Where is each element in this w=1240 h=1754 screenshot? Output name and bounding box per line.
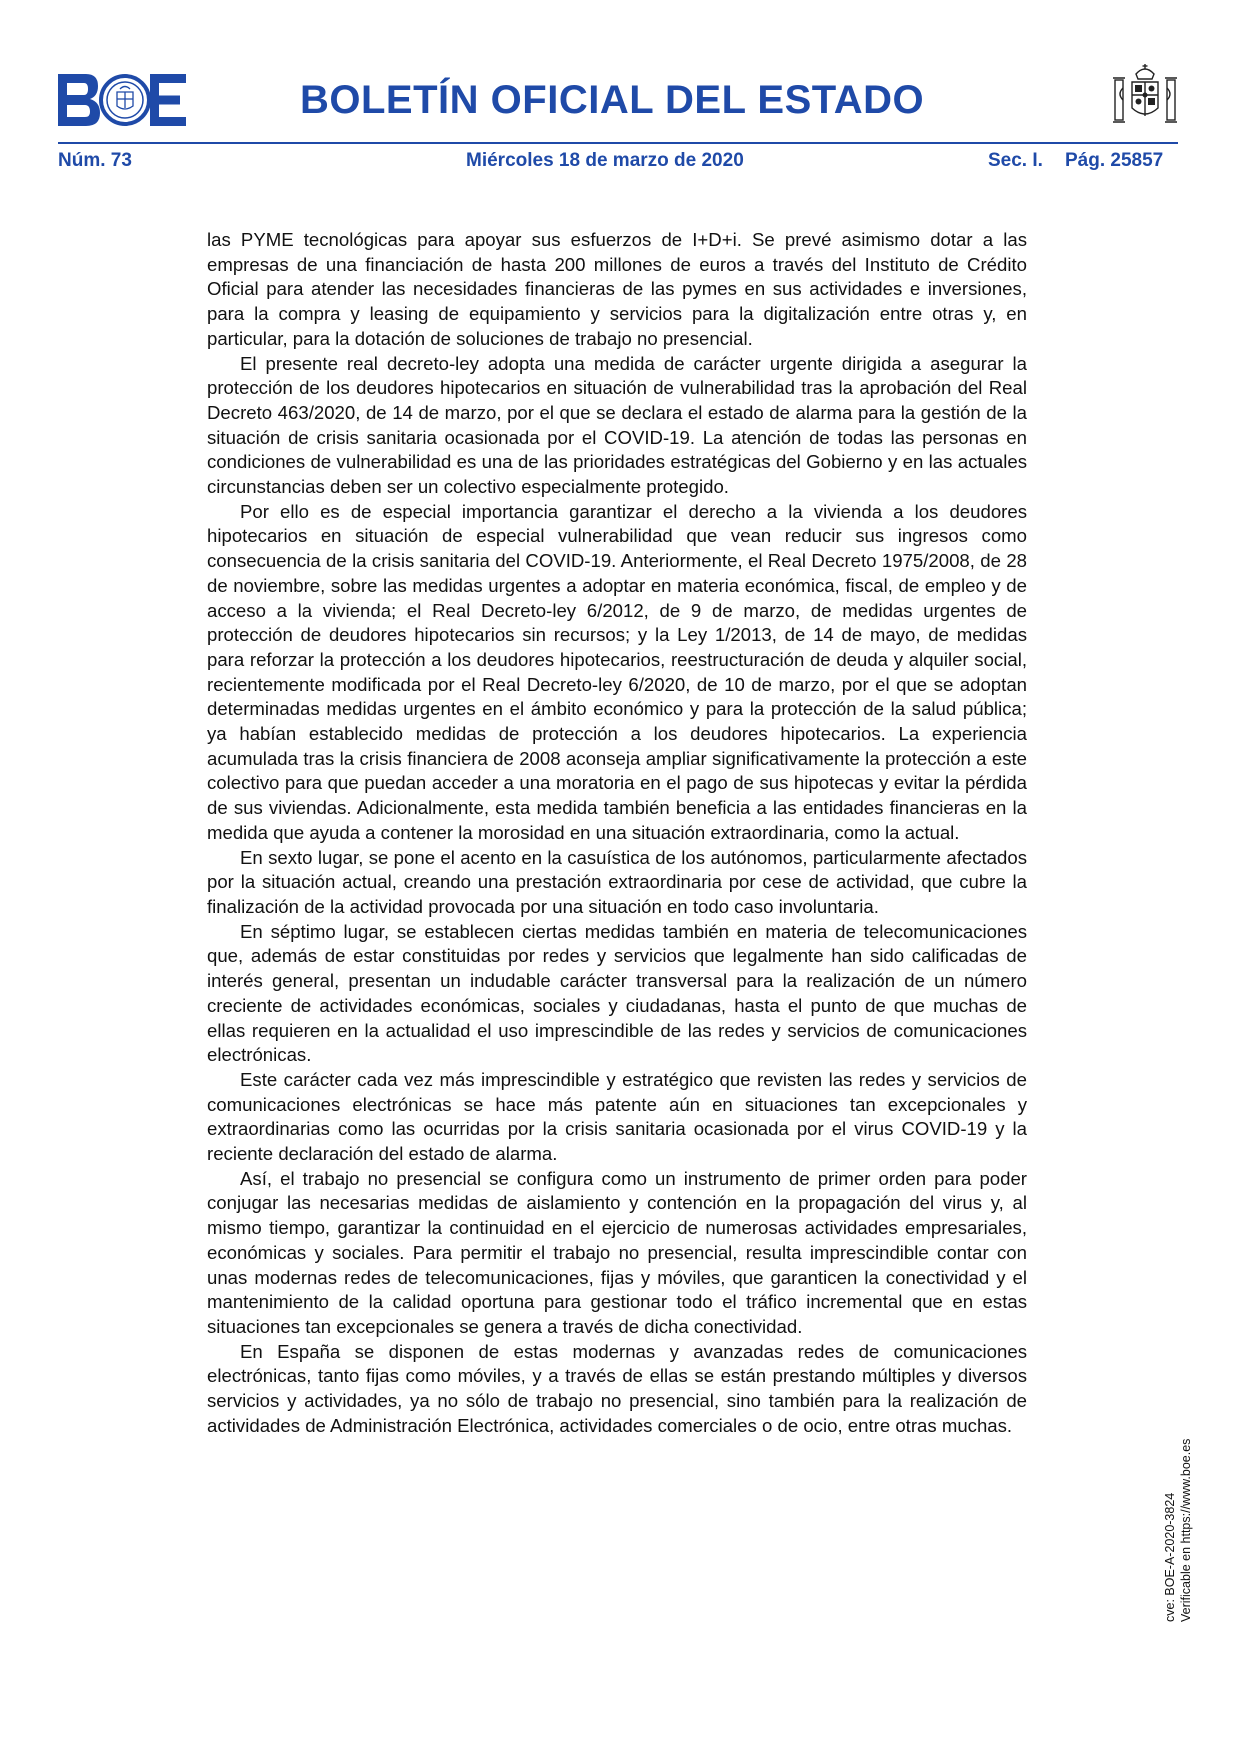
paragraph: En séptimo lugar, se establecen ciertas medidas también en materia de telecomunicaciones que, además de estar constituidas por redes y servicios que legalmente han sido calificadas de interés general, presentan un indudable carácter transversal para la realización de un número creciente de actividades económicas, sociales y ciudadanas, hasta el punto de que muchas de ellas requieren en la actualidad el uso imprescindible de las redes y servicios de comunicaciones electrónicas. (207, 920, 1027, 1066)
paragraph: En España se disponen de estas modernas y avanzadas redes de comunicaciones electrónicas, tanto fijas como móviles, y a través de ellas se están prestando múltiples y diversos servicios y actividades, ya no sólo de trabajo no presencial, sino también para la realización de actividades de Administración Electrónica, actividades comerciales o de ocio, entre otras muchas. (207, 1340, 1027, 1436)
issue-date: Miércoles 18 de marzo de 2020 (466, 150, 744, 171)
coat-of-arms-icon (1112, 62, 1178, 130)
paragraph: Así, el trabajo no presencial se configura como un instrumento de primer orden para poder conjugar las necesarias medidas de aislamiento y contención en la propagación del virus y, al mismo tiempo, garantizar la continuidad en el ejercicio de numerosas actividades empresariales, económicas y sociales. Para permitir el trabajo no presencial, resulta imprescindible contar con unas modernas redes de telecomunicaciones, fijas y móviles, que garanticen la conectividad y el mantenimiento de la calidad oportuna para gestionar todo el tráfico incremental que en estas situaciones tan excepcionales se genera a través de dicha conectividad. (207, 1167, 1027, 1337)
paragraph: El presente real decreto-ley adopta una medida de carácter urgente dirigida a asegurar la protección de los deudores hipotecarios en situación de vulnerabilidad tras la aprobación del Real Decreto 463/2020, de 14 de marzo, por el que se declara el estado de alarma para la gestión de la situación de crisis sanitaria ocasionada por el COVID-19. La atención de todas las personas en condiciones de vulnerabilidad es una de las prioridades estratégicas del Gobierno y en las actuales circunstancias deben ser un colectivo especialmente protegido. (207, 352, 1027, 498)
boe-logo (58, 74, 186, 126)
page-number: Pág. 25857 (1065, 150, 1164, 171)
cve-code: cve: BOE-A-2020-3824 (1163, 1492, 1177, 1622)
issue-number: Núm. 73 (58, 150, 132, 171)
verify-link[interactable]: Verificable en https://www.boe.es (1179, 1438, 1193, 1622)
paragraph: las PYME tecnológicas para apoyar sus esfuerzos de I+D+i. Se prevé asimismo dotar a las empresas de una financiación de hasta 200 millones de euros a través del Instituto de Crédito Oficial para atender las necesidades financieras de las pymes en sus actividades e inversiones, para la compra y leasing de equipamiento y servicios para la digitalización entre otras y, en particular, para la dotación de soluciones de trabajo no presencial. (207, 229, 1027, 349)
verification-sidebar (1162, 1439, 1194, 1622)
paragraph: Este carácter cada vez más imprescindible y estratégico que revisten las redes y servicios de comunicaciones electrónicas se hace más patente aún en situaciones tan excepcionales y extraordinarias como las ocurridas por la crisis sanitaria ocasionada por el virus COVID-19 y la reciente declaración del estado de alarma. (207, 1068, 1027, 1165)
publication-title: BOLETÍN OFICIAL DEL ESTADO (300, 78, 925, 122)
section-label: Sec. I. (988, 150, 1043, 171)
document-body (207, 228, 1027, 1438)
paragraph: Por ello es de especial importancia garantizar el derecho a la vivienda a los deudores hipotecarios en situación de especial vulnerabilidad que vean reducir sus ingresos como consecuencia de la crisis sanitaria del COVID-19. Anteriormente, el Real Decreto 1975/2008, de 28 de noviembre, sobre las medidas urgentes a adoptar en materia económica, fiscal, de empleo y de acceso a la vivienda; el Real Decreto-ley 6/2012, de 9 de marzo, de medidas urgentes de protección de deudores hipotecarios sin recursos; y la Ley 1/2013, de 14 de mayo, de medidas para reforzar la protección a los deudores hipotecarios, reestructuración de deuda y alquiler social, recientemente modificada por el Real Decreto-ley 6/2020, de 10 de marzo, por el que se adoptan determinadas medidas urgentes en el ámbito económico y para la protección de la salud pública; ya habían establecido medidas de protección a los deudores hipotecarios. La experiencia acumulada tras la crisis financiera de 2008 aconseja ampliar significativamente la protección a este colectivo para que puedan acceder a una moratoria en el pago de sus hipotecas y evitar la pérdida de sus viviendas. Adicionalmente, esta medida también beneficia a las entidades financieras en la medida que ayuda a contener la morosidad en una situación extraordinaria, como la actual. (207, 500, 1027, 843)
header-rule (58, 142, 1178, 144)
paragraph: En sexto lugar, se pone el acento en la casuística de los autónomos, particularmente afectados por la situación actual, creando una prestación extraordinaria por cese de actividad, que cubre la finalización de la actividad provocada por una situación en todo caso involuntaria. (207, 846, 1027, 917)
